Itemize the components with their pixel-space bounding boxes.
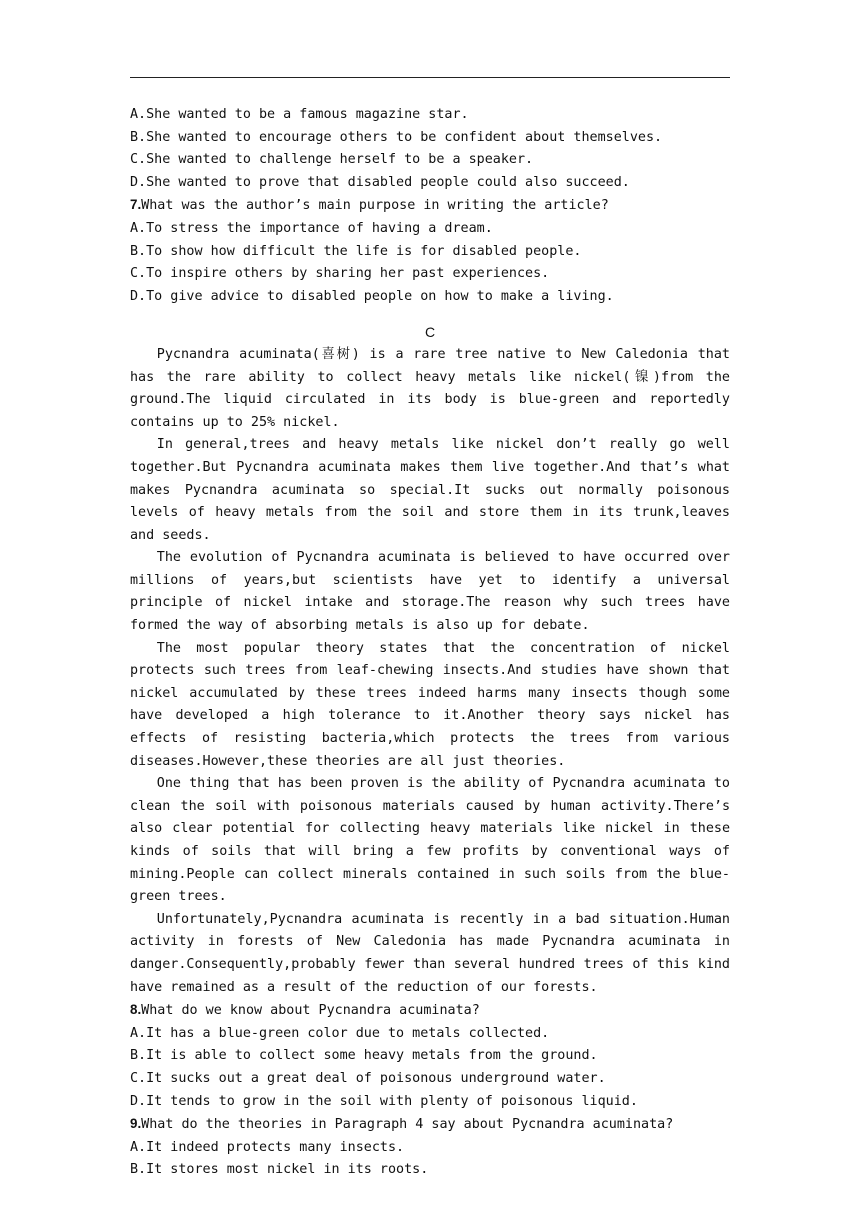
option-c: C.To inspire others by sharing her past experiences.	[130, 266, 550, 282]
option-c: C.It sucks out a great deal of poisonous underground water.	[130, 1070, 606, 1086]
section-heading: C	[424, 324, 436, 341]
question-number: 9.	[130, 1116, 142, 1132]
option-d: D.She wanted to prove that disabled people could also succeed.	[130, 174, 630, 190]
option-b: B.To show how difficult the life is for disabled people.	[130, 243, 582, 259]
passage-paragraph-2: In general,trees and heavy metals like nickel don’t really go well together.But Pycnandra acuminata makes them live together.And that’s what makes Pycnandra acuminata so special.It sucks out normally poisonous levels of heavy metals from the soil and store them in its trunk,leaves and seeds.	[130, 437, 730, 543]
option-a: A.It has a blue-green color due to metals collected.	[130, 1025, 550, 1041]
option-b: B.It is able to collect some heavy metals from the ground.	[130, 1048, 598, 1064]
passage-paragraph-5: One thing that has been proven is the ability of Pycnandra acuminata to clean the soil with poisonous materials caused by human activity.There’s also clear potential for collecting heavy materials like nickel in these kinds of soils that will bring a few profits by conventional ways of mining.People can collect minerals contained in such soils from the blue-green trees.	[130, 776, 730, 905]
question-9	[130, 1113, 730, 1137]
question-text: What do the theories in Paragraph 4 say about Pycnandra acuminata?	[141, 1117, 674, 1133]
option-d: D.It tends to grow in the soil with plenty of poisonous liquid.	[130, 1093, 638, 1109]
question-number: 7.	[130, 197, 142, 213]
option-c: C.She wanted to challenge herself to be a speaker.	[130, 152, 534, 168]
option-d: D.To give advice to disabled people on how to make a living.	[130, 288, 614, 304]
option-a: A.She wanted to be a famous magazine star.	[130, 107, 469, 122]
option-b: B.It stores most nickel in its roots.	[130, 1162, 429, 1178]
option-a: A.It indeed protects many insects.	[130, 1139, 405, 1155]
document-body	[130, 104, 730, 1182]
question-text: What was the author’s main purpose in writing the article?	[141, 198, 609, 214]
question-text: What do we know about Pycnandra acuminata?	[141, 1003, 480, 1019]
question-number: 8.	[130, 1002, 142, 1018]
option-a: A.To stress the importance of having a dream.	[130, 220, 493, 236]
question-7	[130, 194, 730, 218]
passage-paragraph-1: Pycnandra acuminata(喜树) is a rare tree native to New Caledonia that has the rare ability to collect heavy metals like nickel(镍)from the ground.The liquid circulated in its body is blue-green and reportedly contains up to 25% nickel.	[130, 346, 730, 430]
question-8	[130, 999, 730, 1023]
passage-paragraph-4: The most popular theory states that the concentration of nickel protects such trees from leaf-chewing insects.And studies have shown that nickel accumulated by these trees indeed harms many insects though some have developed a high tolerance to it.Another theory says nickel has effects of resisting bacteria,which protects the trees from various diseases.However,these theories are all just theories.	[130, 640, 730, 769]
header-rule	[130, 77, 730, 78]
passage-paragraph-3: The evolution of Pycnandra acuminata is believed to have occurred over millions of years,but scientists have yet to identify a universal principle of nickel intake and storage.The reason why such trees have formed the way of absorbing metals is also up for debate.	[130, 550, 730, 634]
passage-paragraph-6: Unfortunately,Pycnandra acuminata is recently in a bad situation.Human activity in forests of New Caledonia has made Pycnandra acuminata in danger.Consequently,probably fewer than several hundred trees of this kind have remained as a result of the reduction of our forests.	[130, 911, 730, 995]
option-b: B.She wanted to encourage others to be confident about themselves.	[130, 129, 663, 145]
